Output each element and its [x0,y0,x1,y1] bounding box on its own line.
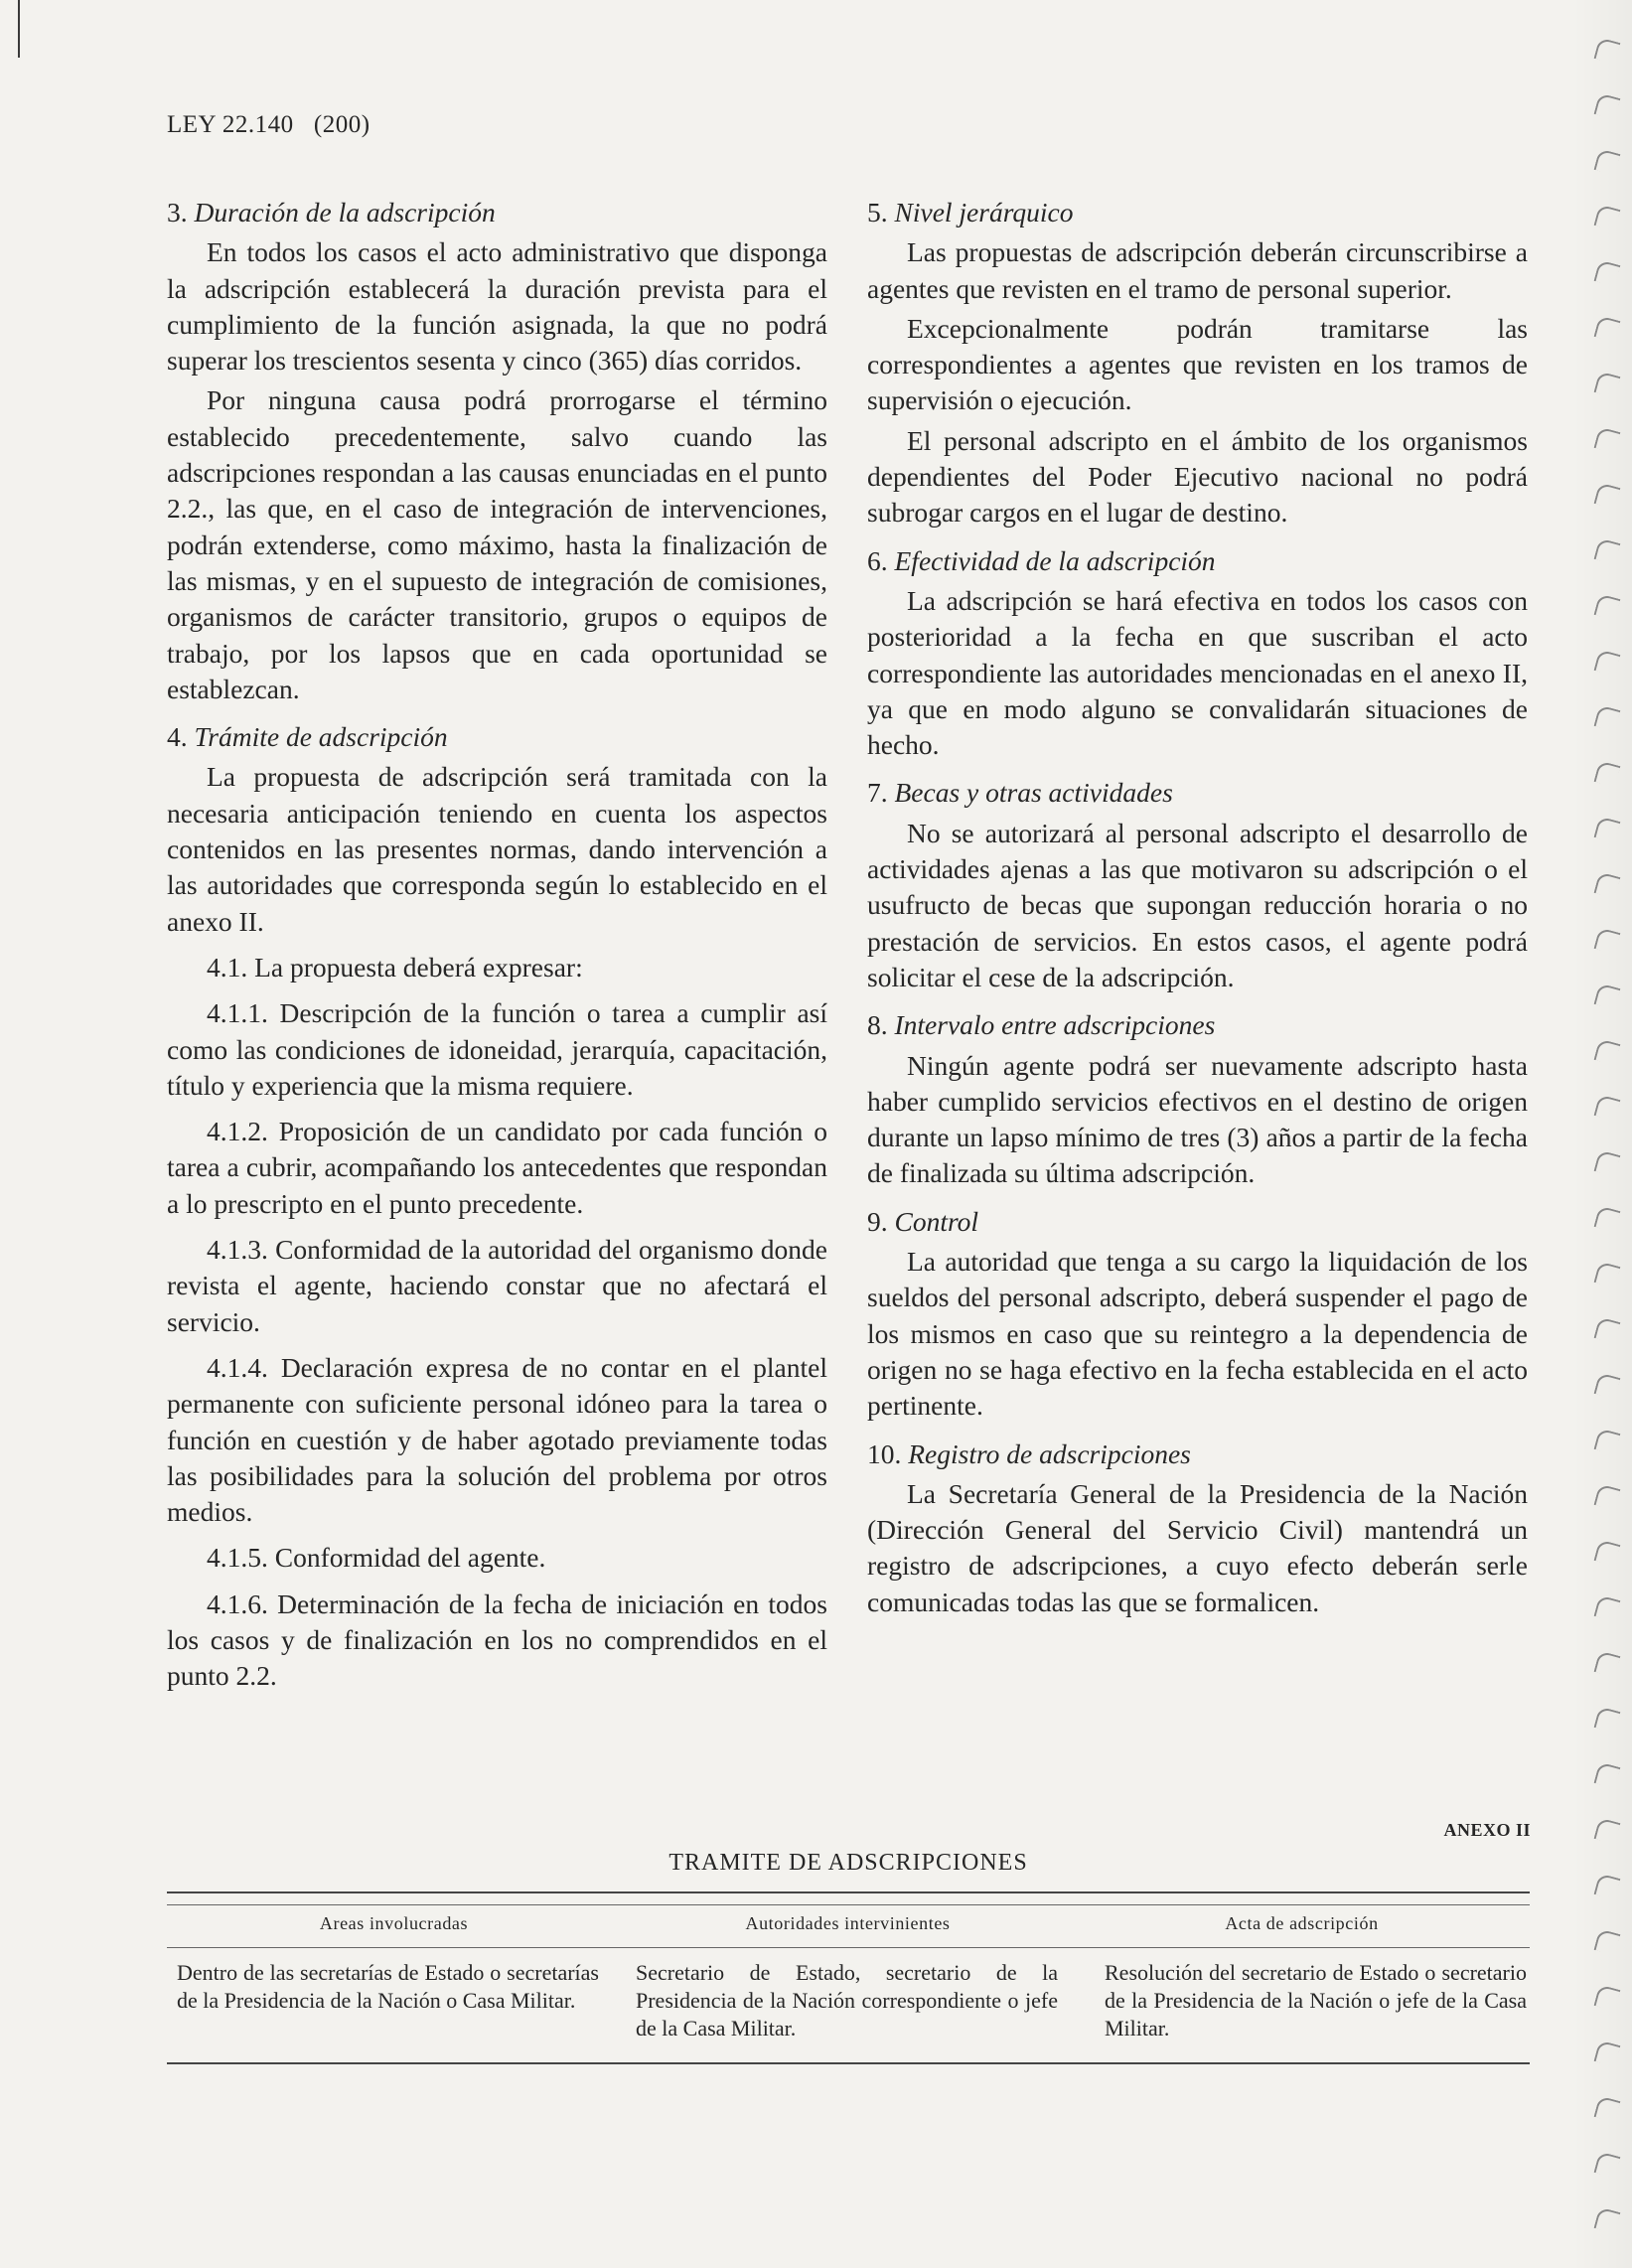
annex-title: TRAMITE DE ADSCRIPCIONES [668,1850,1028,1876]
binding-ring [1594,1540,1621,1567]
section-number: 9. [867,1205,888,1237]
binding-ring [1594,149,1621,176]
section-heading [867,775,1528,811]
paragraph: Excepcionalmente podrán tramitarse las correspondientes a agentes que revisten en los tramos de supervisión o ejecución. [867,312,1528,416]
binding-ring [1594,38,1621,65]
page-edge-mark [18,0,20,58]
table-cell-authorities: Secretario de Estado, secretario de la Presidencia de la Nación correspondiente o jefe de la Casa Militar. [636,1960,1058,2041]
binding-ring [1594,650,1621,677]
section-title: Intervalo entre adscripciones [894,1009,1216,1041]
binding-ring [1594,817,1621,843]
binding-ring [1594,1818,1621,1845]
binding-ring [1594,427,1621,454]
paragraph: La adscripción se hará efectiva en todos los casos con posterioridad a la fecha en que suscriban el acto correspondiente las autoridades mencionadas en el anexo II, ya que en modo alguno se convalidarán situaciones de hecho. [867,584,1528,761]
paragraph: La propuesta de adscripción será tramitada con la necesaria anticipación teniendo en cuenta los aspectos contenidos en las presentes normas, dando intervención a las autoridades que corresponda según lo establecido en el anexo II. [167,761,827,937]
binding-ring [1594,1595,1621,1622]
section-number: 6. [867,544,888,576]
binding-ring [1594,2096,1621,2123]
paragraph: En todos los casos el acto administrativo que disponga la adscripción establecerá la duración prevista para el cumplimiento de la función asignada, la que no podrá superar los trescientos sesenta y cinco (365) días corridos. [167,236,827,377]
clause: 4.1.4. Declaración expresa de no contar en el plantel permanente con suficiente personal idóneo para la tarea o función en cuestión y de haber agotado previamente todas las posibilidades para la solución del problema por otros medios. [167,1351,827,1528]
binding-ring [1594,1429,1621,1455]
table-header-authorities: Autoridades intervinientes [745,1913,951,1933]
table-cell-act: Resolución del secretario de Estado o secretario de la Presidencia de la Nación o jefe de la Casa Militar. [1105,1960,1527,2041]
binding-ring [1594,260,1621,287]
paragraph: La autoridad que tenga a su cargo la liquidación de los sueldos del personal adscripto, deberá suspender el pago de los mismos en caso que su reintegro a la dependencia de origen no se haga efectivo en la fecha establecida en el acto pertinente. [867,1246,1528,1422]
binding-ring [1594,538,1621,565]
section-number: 5. [867,197,888,227]
section-number: 7. [867,777,888,809]
binding-ring [1594,93,1621,120]
section-title: Becas y otras actividades [894,777,1173,809]
paragraph: No se autorizará al personal adscripto el desarrollo de actividades ajenas a las que motivaron su adscripción o el usufructo de becas que supongan reducción horaria o no prestación de servicios. En estos casos, el agente podrá solicitar el cese de la adscripción. [867,817,1528,992]
section-number: 10. [867,1437,902,1469]
binding-ring [1594,872,1621,899]
binding-ring [1594,983,1621,1010]
section-number: 3. [167,197,188,227]
section-heading [867,1204,1528,1240]
binding-ring [1594,928,1621,955]
section-title: Efectividad de la adscripción [894,544,1216,576]
section-heading [867,1007,1528,1043]
table-header-areas: Areas involucradas [319,1913,469,1933]
table-header-act: Acta de adscripción [1225,1913,1379,1933]
binding-ring [1594,1484,1621,1511]
right-column [867,195,1528,1620]
binding-ring [1594,1317,1621,1344]
binding-ring [1594,316,1621,343]
binding-ring [1594,2152,1621,2179]
binding-ring [1594,2041,1621,2067]
paragraph: Las propuestas de adscripción deberán circunscribirse a agentes que revisten en el tramo de personal superior. [867,236,1528,304]
page-number: (200) [313,111,371,138]
binding-ring [1594,1095,1621,1122]
section-title: Nivel jerárquico [894,197,1074,227]
clause: 4.1.6. Determinación de la fecha de iniciación en todos los casos y de finalización en los no comprendidos en el punto 2.2. [167,1588,827,1692]
table-header-rule [167,1947,1530,1948]
table-top-rule-inner [167,1904,1530,1905]
page-header [167,111,371,139]
binding-ring [1594,1206,1621,1233]
binding-ring [1594,1707,1621,1734]
section-heading [167,195,827,230]
binding-ring [1594,483,1621,510]
left-column [167,195,827,1695]
binding-ring [1594,705,1621,732]
table-bottom-rule [167,2062,1530,2064]
section-heading [867,543,1528,579]
binding-ring [1594,2207,1621,2234]
table-cell-areas: Dentro de las secretarías de Estado o secretarías de la Presidencia de la Nación o Casa Militar. [177,1960,599,2013]
paragraph: Por ninguna causa podrá prorrogarse el término establecido precedentemente, salvo cuando las adscripciones respondan a las causas enunciadas en el punto 2.2., las que, en el caso de integración de intervenciones, podrán extenderse, como máximo, hasta la finalización de las mismas, y en el supuesto de integración de comisiones, organismos de carácter transitorio, grupos o equipos de trabajo, por los lapsos que en cada oportunidad se establezcan. [167,384,827,704]
binding-ring [1594,372,1621,398]
section-heading [167,719,827,755]
paragraph: La Secretaría General de la Presidencia de la Nación (Dirección General del Servicio Civil) mantendrá un registro de adscripciones, a cuyo efecto deberán serle comunicadas todas las que se formalicen. [867,1477,1528,1617]
paragraph: El personal adscripto en el ámbito de los organismos dependientes del Poder Ejecutivo nacional no podrá subrogar cargos en el lugar de destino. [867,424,1528,529]
clause: 4.1. La propuesta deberá expresar: [207,951,583,983]
clause: 4.1.2. Proposición de un candidato por cada función o tarea a cubrir, acompañando los antecedentes que respondan a lo prescripto en el punto precedente. [167,1116,827,1219]
binding-ring [1594,1651,1621,1678]
section-heading [867,1436,1528,1472]
law-number: LEY 22.140 [167,111,294,138]
binding-ring [1594,1150,1621,1177]
binding-ring [1594,1874,1621,1900]
section-heading [867,195,1528,230]
binding-ring [1594,594,1621,621]
binding-ring [1594,761,1621,788]
section-number: 4. [167,721,188,753]
section-title: Duración de la adscripción [194,197,496,227]
section-title: Trámite de adscripción [194,721,448,753]
annex-label: ANEXO II [1443,1820,1531,1840]
clause: 4.1.5. Conformidad del agente. [207,1542,546,1574]
section-title: Registro de adscripciones [908,1437,1191,1469]
section-title: Control [894,1205,979,1237]
paragraph: Ningún agente podrá ser nuevamente adscripto hasta haber cumplido servicios efectivos en el destino de origen durante un lapso mínimo de tres (3) años a partir de la fecha de finalizada su última adscripción. [867,1049,1528,1189]
binding-ring [1594,1985,1621,2012]
binding-ring [1594,1373,1621,1400]
binding-ring [1594,1762,1621,1789]
binding-ring [1594,1929,1621,1956]
binding-ring [1594,1262,1621,1288]
section-number: 8. [867,1009,888,1041]
binding-ring [1594,205,1621,231]
clause: 4.1.1. Descripción de la función o tarea a cumplir así como las condiciones de idoneidad, jerarquía, capacitación, título y experiencia que la misma requiere. [167,997,827,1101]
binding-ring [1594,1039,1621,1066]
clause: 4.1.3. Conformidad de la autoridad del organismo donde revista el agente, haciendo constar que no afectará el servicio. [167,1234,827,1337]
table-top-rule [167,1891,1530,1893]
binding-ring-strip [1572,0,1632,2268]
